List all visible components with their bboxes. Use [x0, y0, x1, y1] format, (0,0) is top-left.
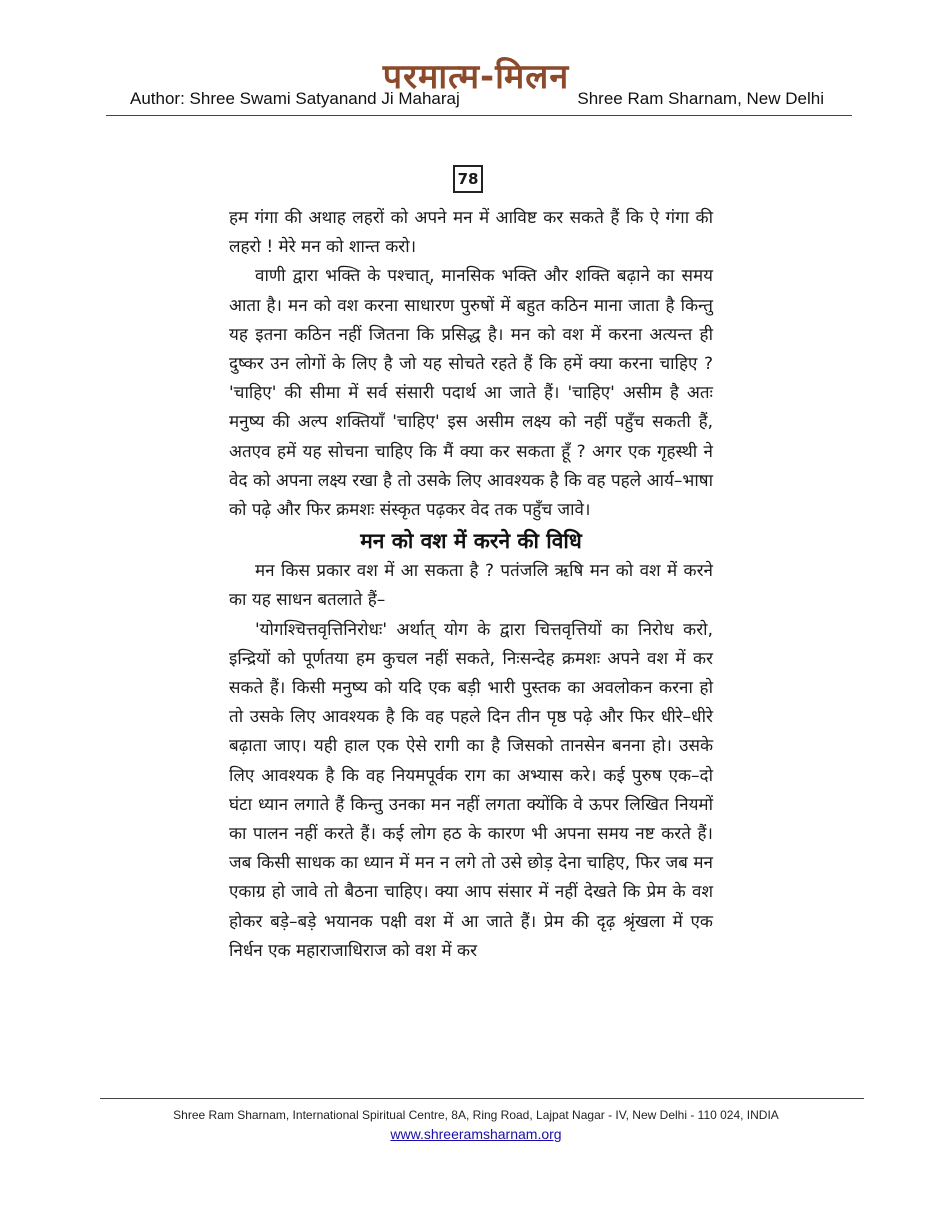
website-link[interactable]: www.shreeramsharnam.org: [390, 1126, 562, 1142]
paragraph-4: 'योगश्चित्तवृत्तिनिरोधः' अर्थात् योग के द्वारा चित्तवृत्तियों का निरोध करो, इन्द्रियों को पूर्णतया हम कुचल नहीं सकते, निःसन्देह क्रमशः अपने वश में कर सकते हैं। किसी मनुष्य को यदि एक बड़ी भारी पुस्तक का अवलोकन करना हो तो उसके लिए आवश्यक है कि वह पहले दिन तीन पृष्ठ पढ़े और फिर धीरे–धीरे बढ़ाता जाए। यही हाल एक ऐसे रागी का है जिसको तानसेन बनना हो। उसके लिए आवश्यक है कि वह नियमपूर्वक राग का अभ्यास करे। कई पुरुष एक–दो घंटा ध्यान लगाते हैं किन्तु उनका मन नहीं लगता क्योंकि वे ऊपर लिखित नियमों का पालन नहीं करते हैं। कई लोग हठ के कारण भी अपना समय नष्ट करते हैं। जब किसी साधक का ध्यान में मन न लगे तो उसे छोड़ देना चाहिए, फिर जब मन एकाग्र हो जावे तो बैठना चाहिए। क्या आप संसार में नहीं देखते कि प्रेम के वश होकर बड़े–बड़े भयानक पक्षी वश में आ जाते हैं। प्रेम की दृढ़ श्रृंखला में एक निर्धन एक महाराजाधिराज को वश में कर: [229, 619, 713, 961]
footer-divider: [100, 1098, 864, 1099]
author-line: Author: Shree Swami Satyanand Ji Maharaj: [130, 89, 460, 108]
paragraph-1: हम गंगा की अथाह लहरों को अपने मन में आविष्ट कर सकते हैं कि ऐ गंगा की लहरो ! मेरे मन को शान्त करो।: [229, 208, 713, 258]
section-heading: मन को वश में करने की विधि: [360, 529, 582, 554]
publisher-line: Shree Ram Sharnam, New Delhi: [577, 89, 824, 108]
header-divider: [106, 115, 852, 116]
page-number: 78: [453, 165, 483, 193]
footer-address: Shree Ram Sharnam, International Spiritual Centre, 8A, Ring Road, Lajpat Nagar - IV, New Delhi - 110 024, INDIA: [173, 1108, 779, 1122]
paragraph-3: मन किस प्रकार वश में आ सकता है ? पतंजलि ऋषि मन को वश में करने का यह साधन बतलाते हैं–: [229, 561, 713, 611]
page-body: [229, 204, 713, 966]
paragraph-2: वाणी द्वारा भक्ति के पश्चात्, मानसिक भक्ति और शक्ति बढ़ाने का समय आता है। मन को वश करना साधारण पुरुषों में बहुत कठिन माना जाता है किन्तु यह इतना कठिन नहीं जितना कि प्रसिद्ध है। मन को वश में करना अत्यन्त ही दुष्कर उन लोगों के लिए है जो यह सोचते रहते हैं कि हमें क्या करना चाहिए ? 'चाहिए' की सीमा में सर्व संसारी पदार्थ आ जाते हैं। 'चाहिए' असीम है अतः मनुष्य की अल्प शक्तियाँ 'चाहिए' इस असीम लक्ष्य को नहीं पहुँच सकती हैं, अतएव हमें यह सोचना चाहिए कि मैं क्या कर सकता हूँ ? अगर एक गृहस्थी ने वेद को अपना लक्ष्य रखा है तो उसके लिए आवश्यक है कि वह पहले आर्य–भाषा को पढ़े और फिर क्रमशः संस्कृत पढ़कर वेद तक पहुँच जावे।: [229, 266, 713, 521]
book-title: परमात्म-मिलन: [382, 57, 570, 97]
